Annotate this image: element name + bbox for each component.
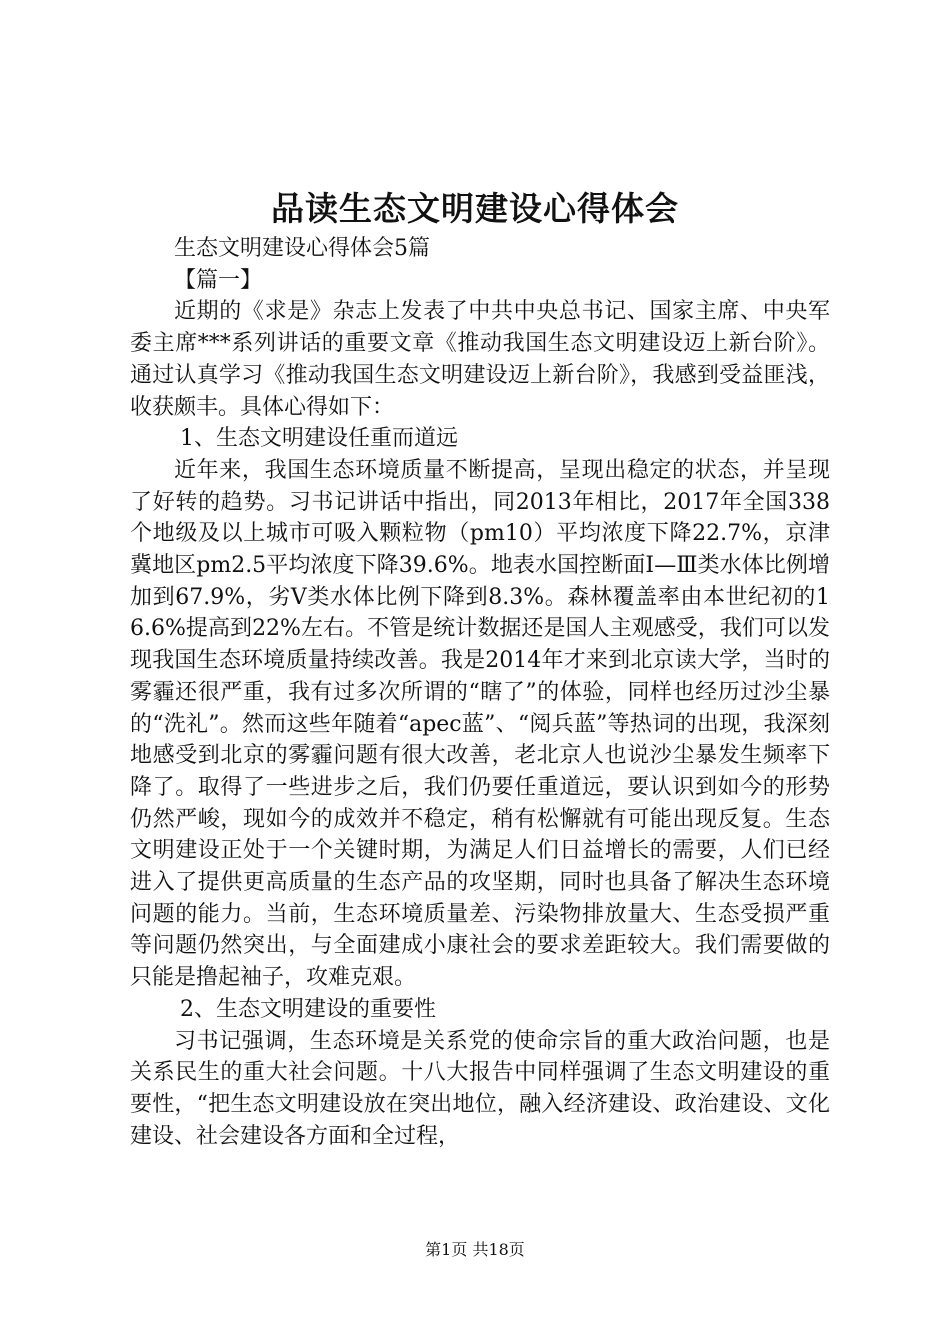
document-title: 品读生态文明建设心得体会 <box>271 189 679 228</box>
paragraph: 近期的《求是》杂志上发表了中共中央总书记、国家主席、中央军委主席***系列讲话的重要文章《推动我国生态文明建设迈上新台阶》。通过认真学习《推动我国生态文明建设迈上新台阶》，我感到受益匪浅，收获颇丰。具体心得如下： <box>130 299 830 420</box>
section-heading: 1、生态文明建设任重而道远 <box>180 426 458 452</box>
page-footer: 第1页 共18页 <box>425 1240 525 1259</box>
document-body <box>130 233 830 1152</box>
paragraph: 习书记强调，生态环境是关系党的使命宗旨的重大政治问题，也是关系民生的重大社会问题。十八大报告中同样强调了生态文明建设的重要性，“把生态文明建设放在突出地位，融入经济建设、政治建设、文化建设、社会建设各方面和全过程， <box>130 1028 830 1149</box>
subtitle: 生态文明建设心得体会5篇 <box>174 236 430 261</box>
paragraph: 近年来，我国生态环境质量不断提高，呈现出稳定的状态，并呈现了好转的趋势。习书记讲话中指出，同2013年相比，2017年全国338个地级及以上城市可吸入颗粒物（pm10）平均浓度下降22.7%，京津冀地区pm2.5平均浓度下降39.6%。地表水国控断面Ⅰ—Ⅲ类水体比例增加到67.9%，劣Ⅴ类水体比例下降到8.3%。森林覆盖率由本世纪初的16.6%提高到22%左右。不管是统计数据还是国人主观感受，我们可以发现我国生态环境质量持续改善。我是2014年才来到北京读大学，当时的雾霾还很严重，我有过多次所谓的“瞎了”的体验，同样也经历过沙尘暴的“洗礼”。然而这些年随着“apec蓝”、“阅兵蓝”等热词的出现，我深刻地感受到北京的雾霾问题有很大改善，老北京人也说沙尘暴发生频率下降了。取得了一些进步之后，我们仍要任重道远，要认识到如今的形势仍然严峻，现如今的成效并不稳定，稍有松懈就有可能出现反复。生态文明建设正处于一个关键时期，为满足人们日益增长的需要，人们已经进入了提供更高质量的生态产品的攻坚期，同时也具备了解决生态环境问题的能力。当前，生态环境质量差、污染物排放量大、生态受损严重等问题仍然突出，与全面建成小康社会的要求差距较大。我们需要做的只能是撸起袖子，攻难克艰。 <box>130 457 830 991</box>
section-label: 【篇一】 <box>174 267 263 293</box>
section-heading: 2、生态文明建设的重要性 <box>180 996 436 1022</box>
